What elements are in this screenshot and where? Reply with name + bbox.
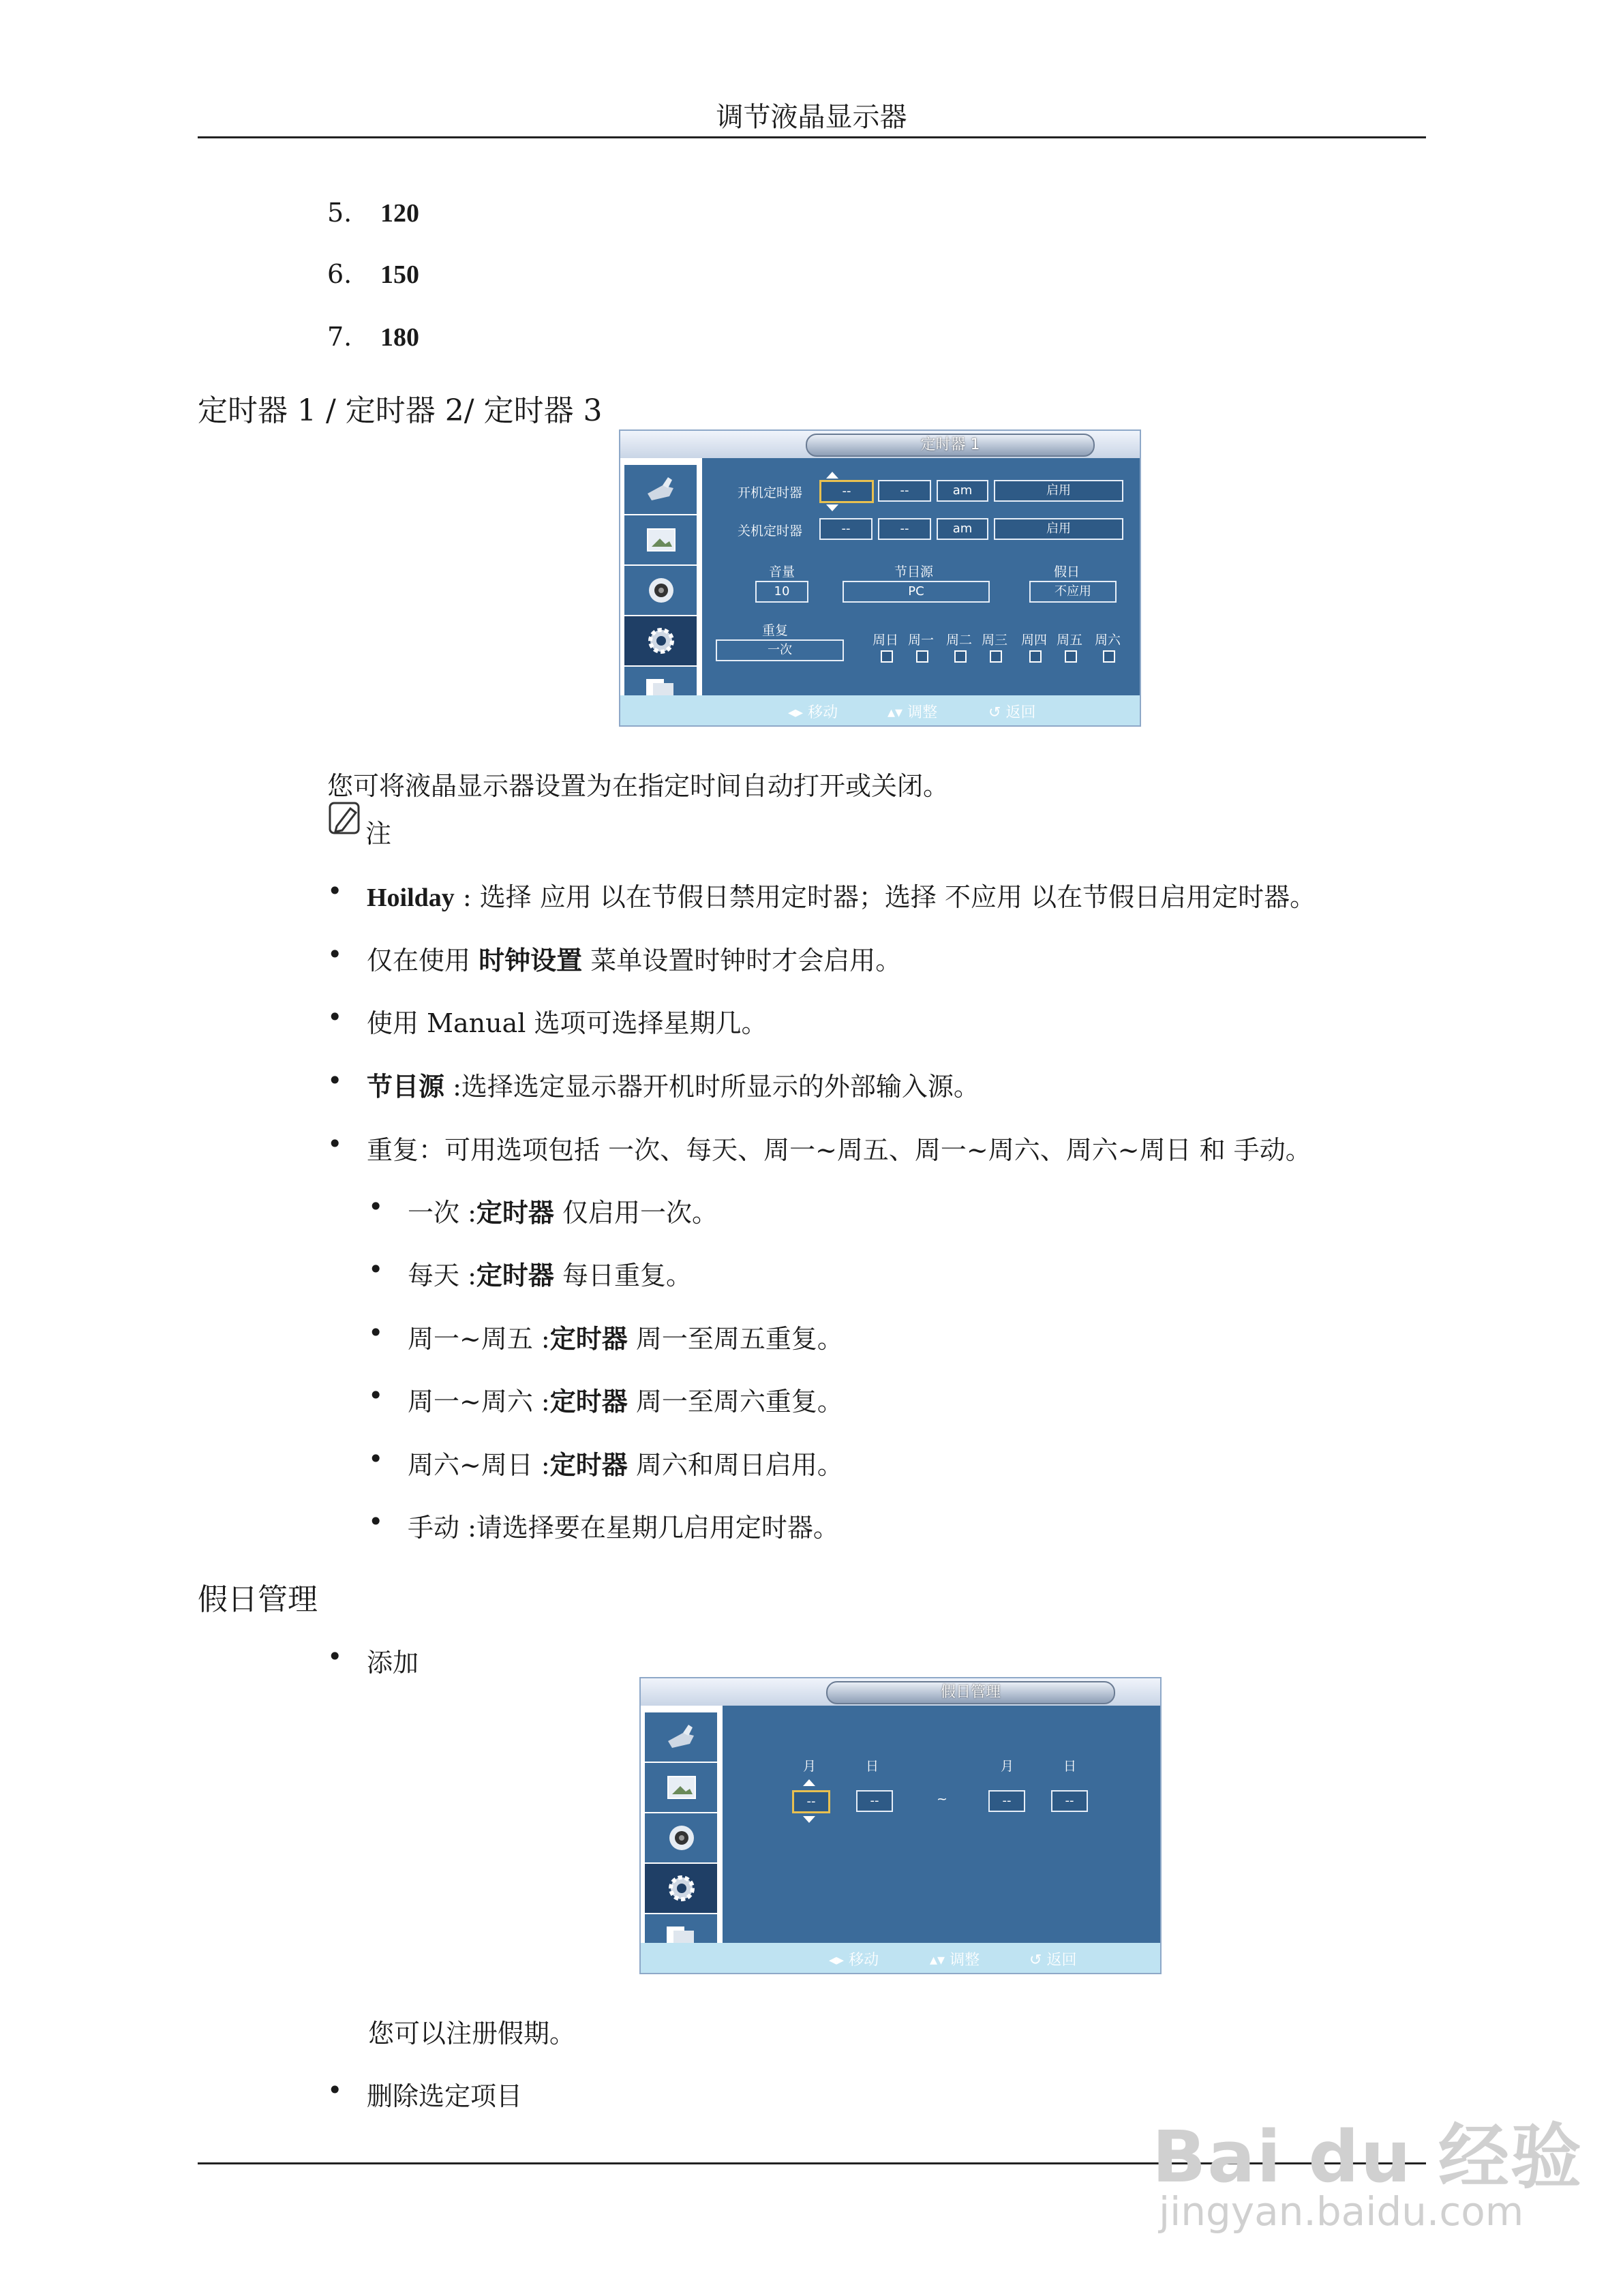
day-checkbox[interactable] [954, 650, 967, 663]
osd-title: 假日管理 [826, 1681, 1115, 1704]
source-label: 节目源 [894, 564, 934, 579]
day-checkbox[interactable] [1103, 650, 1115, 663]
note-label: 注 [365, 819, 392, 849]
sound-icon [645, 1813, 717, 1864]
day-sun-label: 周日 [873, 633, 899, 648]
month-label: 月 [1001, 1759, 1014, 1774]
range-tilde: ~ [937, 1792, 947, 1807]
month-label: 月 [803, 1759, 817, 1774]
day-mon-label: 周一 [908, 633, 935, 648]
back-hint: ↺ 返回 [1029, 1952, 1077, 1969]
off-ampm-field[interactable]: am [937, 518, 988, 540]
down-arrow-icon [803, 1816, 815, 1823]
on-minute-field[interactable]: -- [878, 480, 931, 502]
off-minute-field[interactable]: -- [878, 518, 931, 540]
start-month-field[interactable]: -- [792, 1790, 830, 1813]
osd-sidebar [620, 458, 702, 695]
on-enable-field[interactable]: 启用 [994, 480, 1123, 502]
section-title: 定时器 1 / 定时器 2/ 定时器 3 [198, 393, 603, 428]
setup-gear-icon [624, 616, 697, 667]
day-checkbox[interactable] [1065, 650, 1077, 663]
day-fri-label: 周五 [1057, 633, 1083, 648]
list-item: 5. 120 [327, 198, 419, 228]
osd-sidebar [641, 1706, 723, 1943]
page-header: 调节液晶显示器 [716, 102, 907, 133]
day-label: 日 [866, 1759, 879, 1774]
down-arrow-icon [826, 504, 838, 511]
back-hint: ↺ 返回 [988, 704, 1036, 721]
off-hour-field[interactable]: -- [819, 518, 873, 540]
sound-icon [624, 566, 697, 616]
day-checkbox[interactable] [1029, 650, 1042, 663]
source-field[interactable]: PC [843, 581, 990, 603]
move-hint: ◂▸ 移动 [788, 704, 838, 721]
off-timer-label: 关机定时器 [738, 524, 803, 539]
section-title: 假日管理 [198, 1582, 318, 1617]
volume-field[interactable]: 10 [755, 581, 808, 603]
on-timer-label: 开机定时器 [738, 485, 803, 500]
day-label: 日 [1063, 1759, 1077, 1774]
list-item: 6. 150 [327, 259, 419, 289]
picture-icon [624, 515, 697, 566]
picture-icon [645, 1763, 717, 1813]
holiday-description: 您可以注册假期。 [368, 2019, 576, 2049]
on-hour-field[interactable]: -- [819, 480, 874, 503]
end-month-field[interactable]: -- [988, 1790, 1025, 1812]
repeat-label: 重复 [762, 623, 789, 638]
osd-footer [641, 1943, 1160, 1973]
timer-description: 您可将液晶显示器设置为在指定时间自动打开或关闭。 [327, 771, 950, 801]
volume-label: 音量 [769, 564, 795, 579]
holiday-field[interactable]: 不应用 [1029, 581, 1117, 603]
day-thu-label: 周四 [1021, 633, 1048, 648]
day-checkbox[interactable] [916, 650, 928, 663]
up-arrow-icon [826, 472, 838, 479]
day-wed-label: 周三 [982, 633, 1008, 648]
adjust-hint: ▴▾ 调整 [930, 1952, 980, 1969]
note-icon [327, 799, 365, 837]
start-day-field[interactable]: -- [856, 1790, 893, 1812]
off-enable-field[interactable]: 启用 [994, 518, 1123, 540]
osd-footer [620, 695, 1140, 725]
day-checkbox[interactable] [990, 650, 1002, 663]
list-item: 7. 180 [327, 322, 419, 352]
holiday-osd-screenshot [639, 1677, 1162, 1974]
baidu-watermark-logo: Bai du 经验 [1152, 2115, 1583, 2199]
day-sat-label: 周六 [1095, 633, 1121, 648]
day-checkbox[interactable] [881, 650, 893, 663]
input-icon [645, 1712, 717, 1763]
timer-osd-screenshot [619, 429, 1141, 727]
osd-title: 定时器 1 [806, 434, 1095, 457]
header-rule [198, 136, 1426, 138]
move-hint: ◂▸ 移动 [829, 1952, 879, 1969]
end-day-field[interactable]: -- [1051, 1790, 1088, 1812]
baidu-watermark-url: jingyan.baidu.com [1159, 2188, 1524, 2235]
on-ampm-field[interactable]: am [937, 480, 988, 502]
repeat-field[interactable]: 一次 [716, 639, 844, 661]
setup-gear-icon [645, 1864, 717, 1914]
day-tue-label: 周二 [946, 633, 973, 648]
adjust-hint: ▴▾ 调整 [888, 704, 938, 721]
input-icon [624, 465, 697, 515]
up-arrow-icon [803, 1779, 815, 1786]
holiday-label: 假日 [1054, 564, 1080, 579]
